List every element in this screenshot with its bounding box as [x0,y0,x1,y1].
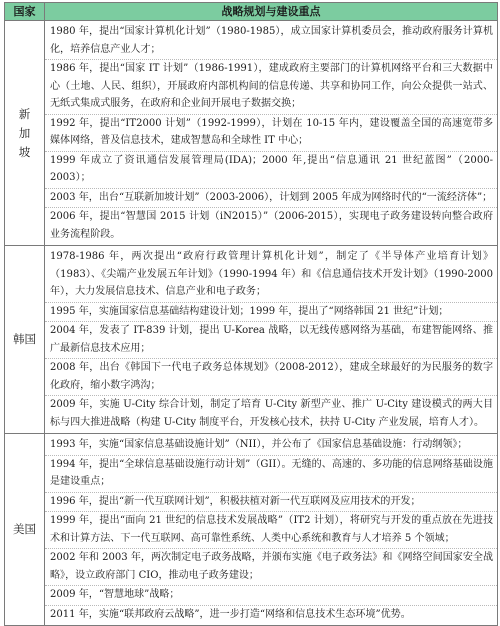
strategy-entry [50,606,493,624]
strategy-entry-text: 2004 年，发表了 IT-839 计划，提出 U-Korea 战略，以无线传感网络为基础，布建智能网络、推广最新信息技术应用； [50,325,493,354]
strategy-entry [50,512,493,549]
strategy-entry-text: 1995 年，实施国家信息基础结构建设计划；1999 年，提出了“网络韩国 21 世纪”计划； [50,305,449,317]
strategy-entry [50,493,493,513]
table-header-row [5,3,498,21]
strategy-cell [45,246,498,434]
table-body [5,21,498,626]
strategy-entry-text: 1994 年，提出“全球信息基础设施行动计划”（GII）。无缝的、高速的、多功能的信息网络基础设施是建设重点； [50,458,493,487]
strategy-entry [50,586,493,606]
strategy-entry [50,549,493,586]
country-char: 新 [18,106,31,121]
strategy-entry-text: 1999 年成立了资讯通信发展管理局(IDA)；2000 年,提出“信息通讯 21 世纪蓝图”（2000-2003）； [50,154,493,183]
strategy-entry [50,359,493,396]
strategy-entry-text: 1996 年，提出“新一代互联网计划”，积极扶植对新一代互联网及应用技术的开发； [50,495,421,507]
table-row [5,21,498,246]
strategy-entry-text: 2008 年，出台《韩国下一代电子政务总体规划》（2008-2012），建成全球最好的为民服务的数字化政府，缩小数字鸿沟； [50,362,493,391]
strategy-entry-text: 2009 年，“智慧地球”战略； [50,589,180,600]
strategy-entry-text: 1992 年，提出“IT2000 计划”（1992-1999），计划在 10-15 年内，建设覆盖全国的高速宽带多媒体网络，普及信息技术，建成智慧岛和全球性 IT 中心； [50,117,493,146]
country-char: 坡 [18,144,31,159]
strategy-entry [50,189,493,209]
strategy-cell [45,21,498,246]
strategy-entry-text: 2002 年和 2003 年，两次制定电子政务战略，并颁布实施《电子政务法》和《网络空间国家安全战略》，设立政府部门 CIO，推动电子政务建设； [50,552,493,581]
strategy-entry [50,396,493,431]
header-country: 国家 [5,3,45,21]
strategy-entry-text: 2003 年，出台“互联新加坡计划”（2003-2006），计划到 2005 年成为网络时代的“一流经济体”； [50,191,493,203]
strategy-entry-text: 2006 年，提出“智慧国 2015 计划（iN2015）”（2006-2015），实现电子政务建设转向整合政府业务流程阶段。 [50,211,493,240]
table-row [5,434,498,626]
table-row [5,246,498,434]
strategy-entry-text: 2011 年，实施“联邦政府云战略”，进一步打造“网络和信息技术生态环境”优势。 [50,608,411,620]
country-char: 加 [18,125,31,140]
country-cell [5,246,45,434]
strategy-entry-text: 1999 年，提出“面向 21 世纪的信息技术发展战略”（IT2 计划），将研究与开发的重点放在先进技术和计算方法、下一代互联网、高可靠性系统、人类中心系统和教育与人才培养 5 个领域； [50,515,493,544]
strategy-entry-text: 2009 年，实施 U-City 综合计划，制定了培育 U-City 新型产业、推广 U-City 建设模式的两大目标与四大推进战略（构建 U-City 制度平台，开发核心技术，扶持 U-City 产业发展，培育人才）。 [50,399,493,428]
strategy-entry [50,456,493,493]
strategy-entry-text: 1986 年，提出“国家 IT 计划”（1986-1991），建成政府主要部门的计算机网络平台和三大数据中心（土地、人民、组织），开展政府内部机构间的信息传递、共享和协同工作，向公众提供一站式、无纸式集成式服务，在政府和企业间开展电子数据交换； [50,63,493,109]
header-focus: 战略规划与建设重点 [45,3,498,21]
country-cell [5,21,45,246]
strategy-entry [50,60,493,115]
country-cell [5,434,45,626]
strategy-entry [50,248,493,303]
strategy-entry-text: 1978-1986 年，两次提出“政府行政管理计算机化计划”，制定了《半导体产业培育计划》（1983）、《尖端产业发展五年计划》（1990-1994 年）和《信息通信技术开发计划》（1990-2000 年），大力发展信息技术、信息产业和电子政务； [50,251,493,297]
strategy-entry [50,322,493,359]
country-name: 美国 [13,522,36,536]
strategy-entry [50,436,493,456]
strategy-entry [50,208,493,243]
strategy-entry [50,303,493,323]
strategy-entry-text: 1980 年，提出“国家计算机化计划”（1980-1985），成立国家计算机委员会，推动政府服务计算机化，培养信息产业人才； [50,26,493,55]
strategy-table [4,2,498,626]
strategy-cell [45,434,498,626]
strategy-entry [50,152,493,189]
country-name: 韩国 [13,332,36,346]
strategy-entry [50,115,493,152]
strategy-entry [50,23,493,60]
strategy-entry-text: 1993 年，实施“国家信息基础设施计划”（NII），并公布了《国家信息基础设施：行动纲领》； [50,439,468,450]
